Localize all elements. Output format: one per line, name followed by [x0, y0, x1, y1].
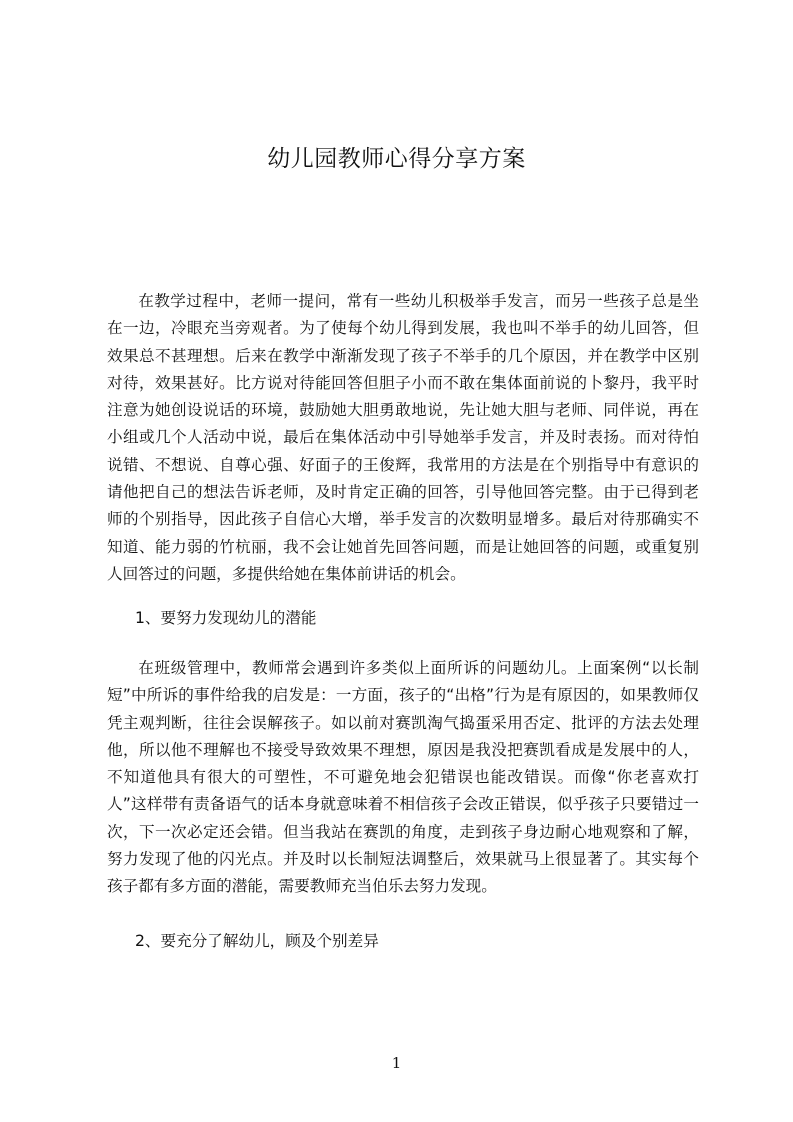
section-heading-2: 2、要充分了解幼儿，顾及个别差异	[135, 932, 379, 950]
section-heading-1: 1、要努力发现幼儿的潜能	[135, 609, 317, 627]
page-title: 幼儿园教师心得分享方案	[267, 146, 526, 172]
body-paragraph-1: 在教学过程中，老师一提问，常有一些幼儿积极举手发言，而另一些孩子总是坐在一边，冷眼充当旁观者。为了使每个幼儿得到发展，我也叫不举手的幼儿回答，但效果总不甚理想。后来在教学中渐渐发现了孩子不举手的几个原因，并在教学中区别对待，效果甚好。比方说对待能回答但胆子小而不敢在集体面前说的卜黎丹，我平时注意为她创设说话的环境，鼓励她大胆勇敢地说，先让她大胆与老师、同伴说，再在小组或几个人活动中说，最后在集体活动中引导她举手发言，并及时表扬。而对待怕说错、不想说、自尊心强、好面子的王俊辉，我常用的方法是在个别指导中有意识的请他把自己的想法告诉老师，及时肯定正确的回答，引导他回答完整。由于已得到老师的个别指导，因此孩子自信心大增，举手发言的次数明显增多。最后对待那确实不知道、能力弱的竹杭丽，我不会让她首先回答问题，而是让她回答的问题，或重复别人回答过的问题，多提供给她在集体前讲话的机会。	[107, 292, 699, 583]
body-paragraph-2: 在班级管理中，教师常会遇到许多类似上面所诉的问题幼儿。上面案例“以长制短”中所诉的事件给我的启发是：一方面，孩子的“出格”行为是有原因的，如果教师仅凭主观判断，往往会误解孩子。如以前对赛凯淘气捣蛋采用否定、批评的方法去处理他，所以他不理解也不接受导致效果不理想，原因是我没把赛凯看成是发展中的人，不知道他具有很大的可塑性，不可避免地会犯错误也能改错误。而像“你老喜欢打人”这样带有责备语气的话本身就意味着不相信孩子会改正错误，似乎孩子只要错过一次，下一次必定还会错。但当我站在赛凯的角度，走到孩子身边耐心地观察和了解，努力发现了他的闪光点。并及时以长制短法调整后，效果就马上很显著了。其实每个孩子都有多方面的潜能，需要教师充当伯乐去努力发现。	[107, 659, 699, 896]
page-number: 1	[391, 1054, 402, 1072]
